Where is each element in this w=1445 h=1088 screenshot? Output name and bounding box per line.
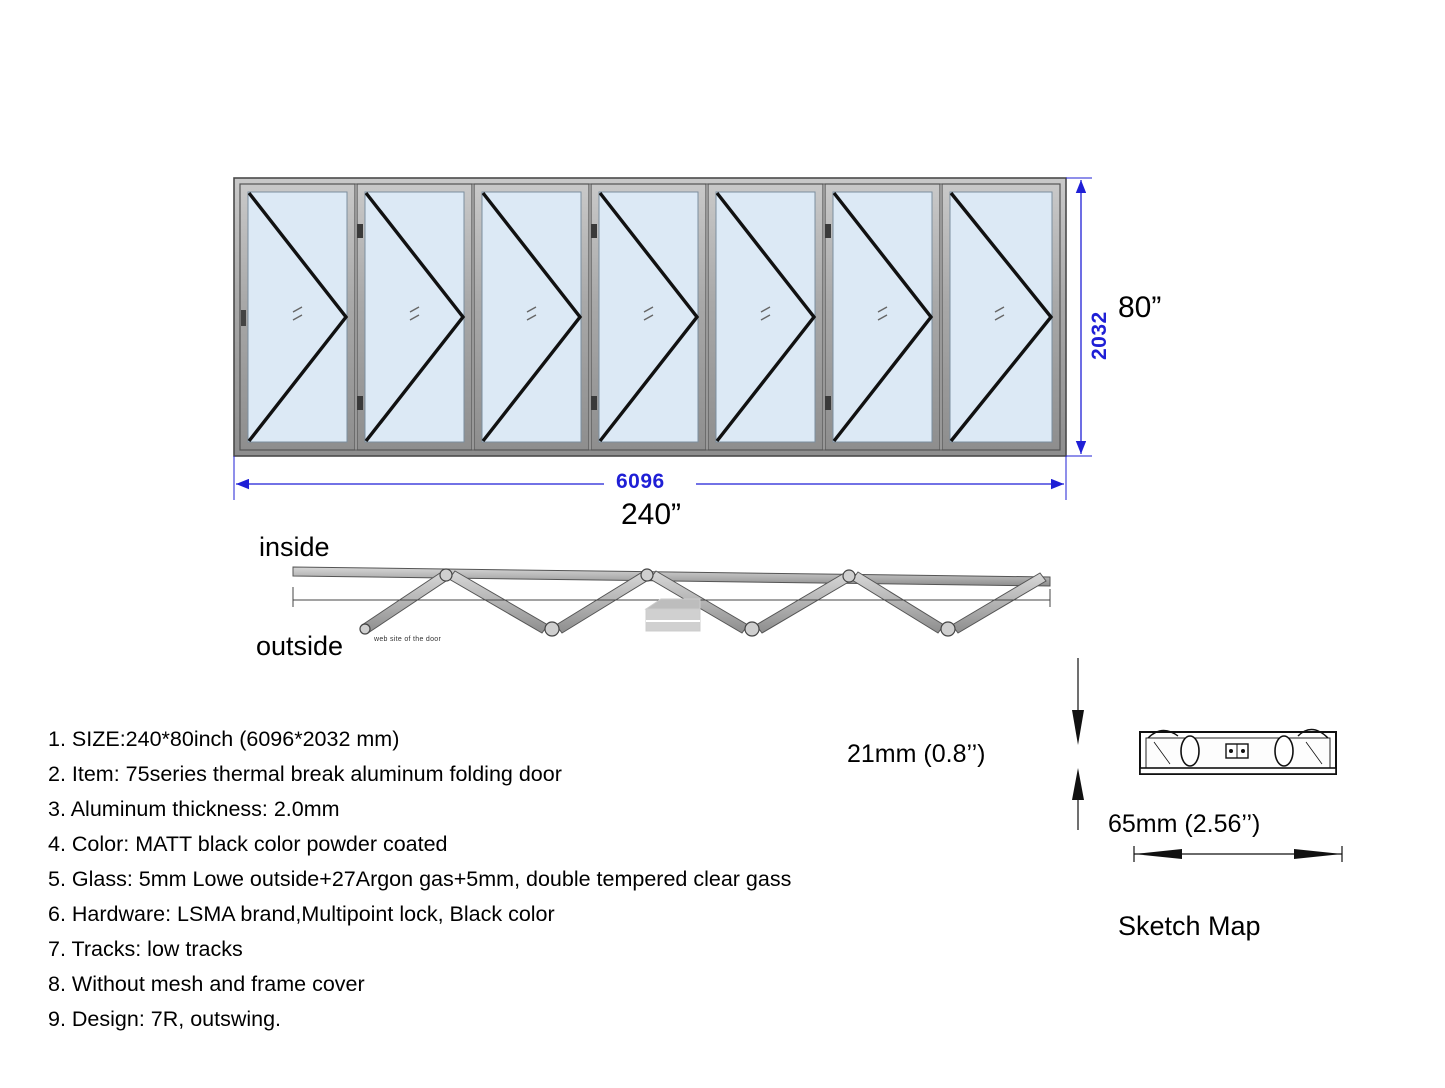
- sketch-map-view: [1030, 650, 1445, 950]
- spec-item: 4. Color: MATT black color powder coated: [48, 832, 448, 856]
- sketch-width-dimension: [1134, 846, 1342, 862]
- door-panel-3: [474, 184, 589, 450]
- plan-tiny-note: web site of the door: [374, 636, 442, 643]
- specification-list: [48, 722, 948, 1037]
- sketch-width-label: 65mm (2.56’’): [1108, 810, 1261, 838]
- width-dimension-inch: 240”: [621, 498, 682, 531]
- spec-item: 5. Glass: 5mm Lowe outside+27Argon gas+5mm, double tempered clear gass: [48, 867, 792, 891]
- door-panel-6: [825, 184, 940, 450]
- spec-item: 3. Aluminum thickness: 2.0mm: [48, 797, 340, 821]
- spec-item: 2. Item: 75series thermal break aluminum folding door: [48, 762, 562, 786]
- plan-inside-label: inside: [259, 532, 330, 562]
- sketch-map-title: Sketch Map: [1118, 911, 1261, 941]
- plan-center-marker: [646, 599, 700, 631]
- spec-item: 8. Without mesh and frame cover: [48, 972, 365, 996]
- height-dimension-inch: 80”: [1118, 291, 1162, 324]
- spec-item: 9. Design: 7R, outswing.: [48, 1007, 282, 1031]
- sketch-height-dimension: [1072, 658, 1084, 830]
- width-dimension-mm: 6096: [616, 470, 665, 493]
- sketch-profile-section: [1140, 729, 1336, 774]
- door-panel-1: [240, 184, 355, 450]
- door-panel-2: [357, 184, 472, 450]
- spec-item: 1. SIZE:240*80inch (6096*2032 mm): [48, 727, 400, 751]
- door-panel-7: [942, 184, 1060, 450]
- door-panel-5: [708, 184, 823, 450]
- door-panel-4: [591, 184, 706, 450]
- spec-item: 7. Tracks: low tracks: [48, 937, 243, 961]
- sketch-height-label: 21mm (0.8’’): [847, 740, 986, 768]
- door-panels: [240, 184, 1060, 450]
- spec-item: 6. Hardware: LSMA brand,Multipoint lock, Black color: [48, 902, 555, 926]
- height-dimension-mm: 2032: [1088, 311, 1111, 360]
- plan-outside-label: outside: [256, 631, 344, 661]
